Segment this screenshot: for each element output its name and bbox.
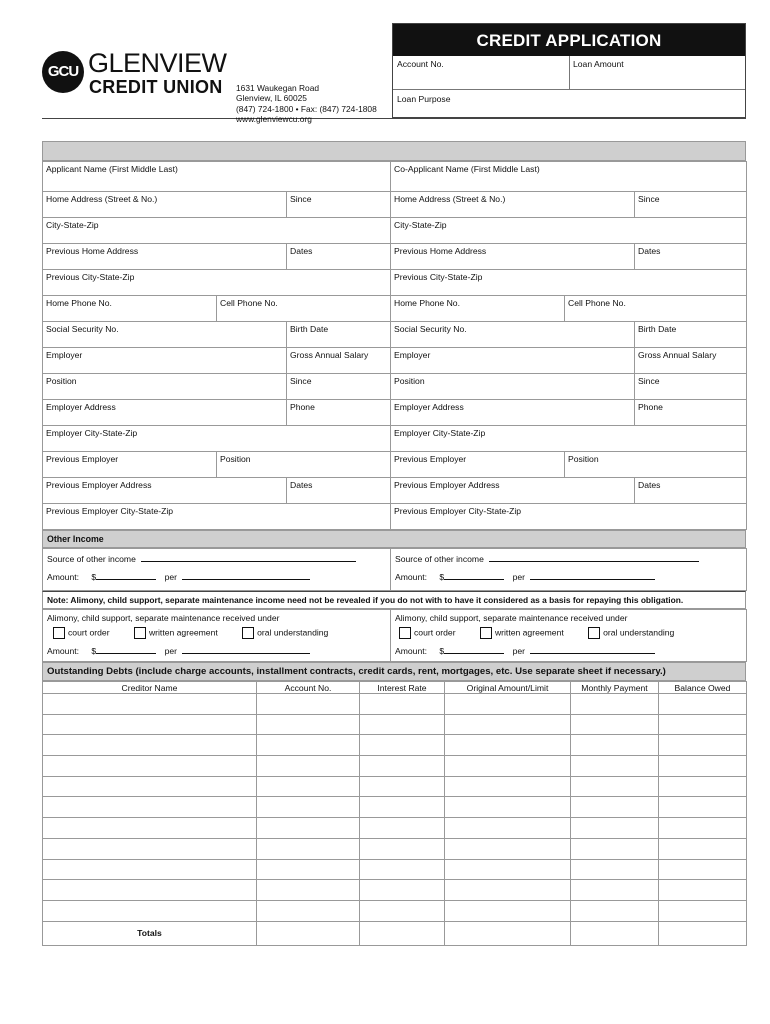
co-prev-city-state-zip-field[interactable] (391, 270, 747, 296)
debt-row (43, 880, 747, 901)
debt-cell[interactable] (43, 776, 257, 797)
debt-cell[interactable] (43, 880, 257, 901)
debt-cell[interactable] (43, 735, 257, 756)
field-label: Previous City-State-Zip (394, 272, 483, 282)
option-label: court order (414, 627, 456, 638)
position-field[interactable] (43, 374, 287, 400)
credit-union-address (236, 83, 377, 125)
dollar-sign: $ (91, 646, 97, 656)
position-since-field[interactable] (287, 374, 391, 400)
debt-row (43, 714, 747, 735)
debt-cell[interactable] (571, 756, 659, 777)
field-label: Employer City-State-Zip (394, 428, 486, 438)
totals-cell[interactable] (257, 921, 360, 945)
home-phone-field[interactable] (43, 296, 217, 322)
debt-cell[interactable] (659, 776, 747, 797)
co-prev-dates-field[interactable] (635, 478, 747, 504)
source-input-line[interactable] (489, 552, 699, 562)
field-label: Previous Employer Address (46, 480, 152, 490)
birth-date-field[interactable] (287, 322, 391, 348)
co-employer-address-field[interactable] (391, 400, 635, 426)
debt-cell[interactable] (571, 776, 659, 797)
field-label: Social Security No. (46, 324, 119, 334)
address-line: Glenview, IL 60025 (236, 93, 307, 104)
field-label: City-State-Zip (394, 220, 447, 230)
debt-cell[interactable] (43, 694, 257, 715)
co-ssn-field[interactable] (391, 322, 635, 348)
alimony-coapplicant (391, 610, 747, 662)
debt-cell[interactable] (360, 859, 445, 880)
co-cell-phone-field[interactable] (565, 296, 747, 322)
per-label: per (164, 572, 177, 582)
debt-cell[interactable] (571, 838, 659, 859)
spacer (42, 119, 746, 141)
oral-understanding-option[interactable] (242, 627, 328, 639)
court-order-option[interactable] (399, 627, 456, 639)
co-city-state-zip-field[interactable] (391, 218, 747, 244)
field-label: Home Phone No. (46, 298, 112, 308)
checkbox[interactable] (399, 627, 411, 639)
co-dates-field[interactable] (635, 244, 747, 270)
per-label: per (512, 572, 525, 582)
debt-cell[interactable] (445, 735, 571, 756)
dollar-sign: $ (91, 572, 97, 582)
field-label: Home Address (Street & No.) (46, 194, 158, 204)
other-income-applicant[interactable] (43, 549, 391, 591)
field-label: Social Security No. (394, 324, 467, 334)
debt-cell[interactable] (659, 859, 747, 880)
amount-input-line[interactable] (96, 570, 156, 580)
debt-cell[interactable] (257, 797, 360, 818)
debt-cell[interactable] (445, 797, 571, 818)
account-loan-row (393, 56, 745, 90)
prev-employer-field[interactable] (43, 452, 217, 478)
debt-cell[interactable] (659, 735, 747, 756)
field-label: Dates (290, 480, 313, 490)
option-label: oral understanding (257, 627, 329, 638)
prev-employer-address-field[interactable] (43, 478, 287, 504)
debt-cell[interactable] (445, 694, 571, 715)
co-position-field[interactable] (391, 374, 635, 400)
debt-cell[interactable] (571, 818, 659, 839)
debt-cell[interactable] (659, 900, 747, 921)
field-label: Employer (394, 350, 431, 360)
alimony-label: Alimony, child support, separate maintenance received under (395, 613, 628, 623)
checkbox[interactable] (588, 627, 600, 639)
applicant-table (42, 161, 747, 530)
amount-label: Amount: (395, 646, 428, 656)
debt-cell[interactable] (43, 714, 257, 735)
loan-purpose-field[interactable]: Loan Purpose (397, 94, 451, 104)
checkbox[interactable] (53, 627, 65, 639)
prev-home-address-field[interactable] (43, 244, 287, 270)
field-label: Position (46, 376, 77, 386)
outstanding-debts-header: Outstanding Debts (include charge accounts, installment contracts, credit cards, rent, mortgages, etc. Use separate sheet if necessary.) (42, 662, 746, 681)
debt-cell[interactable] (360, 776, 445, 797)
glenview-logo (42, 48, 387, 125)
debt-cell[interactable] (360, 714, 445, 735)
field-label: Previous Home Address (46, 246, 139, 256)
option-label: court order (68, 627, 110, 638)
application-box (392, 23, 746, 118)
amount-line (395, 570, 742, 582)
field-label: Previous Employer (394, 454, 467, 464)
debt-cell[interactable] (43, 756, 257, 777)
prev-dates-field[interactable] (287, 478, 391, 504)
source-label: Source of other income (47, 554, 136, 564)
debt-row (43, 797, 747, 818)
debt-cell[interactable] (445, 900, 571, 921)
city-state-zip-field[interactable] (43, 218, 391, 244)
debt-cell[interactable] (360, 694, 445, 715)
option-label: oral understanding (603, 627, 675, 638)
field-label: Position (220, 454, 251, 464)
debt-row (43, 818, 747, 839)
debt-cell[interactable] (571, 714, 659, 735)
co-prev-employer-address-field[interactable] (391, 478, 635, 504)
field-label: Phone (638, 402, 663, 412)
debt-cell[interactable] (360, 797, 445, 818)
field-label: Since (290, 194, 312, 204)
col-balance-owed: Balance Owed (659, 682, 747, 694)
totals-cell[interactable] (360, 921, 445, 945)
per-input-line[interactable] (530, 644, 655, 654)
debt-cell[interactable] (445, 756, 571, 777)
home-address-field[interactable] (43, 192, 287, 218)
applicant-name-field[interactable] (43, 162, 391, 192)
co-employer-city-field[interactable] (391, 426, 747, 452)
alimony-applicant (43, 610, 391, 662)
debt-cell[interactable] (43, 797, 257, 818)
written-agreement-option[interactable] (480, 627, 564, 639)
field-label: Since (290, 376, 312, 386)
debt-cell[interactable] (257, 756, 360, 777)
checkbox[interactable] (242, 627, 254, 639)
debt-cell[interactable] (445, 714, 571, 735)
field-label: Employer Address (46, 402, 116, 412)
debt-cell[interactable] (43, 900, 257, 921)
alimony-note: Note: Alimony, child support, separate maintenance income need not be revealed if you do not with to have it considered as a basis for repaying this obligation. (42, 591, 746, 609)
col-monthly-payment: Monthly Payment (571, 682, 659, 694)
co-prev-position-field[interactable] (565, 452, 747, 478)
divider (569, 56, 570, 89)
debt-row (43, 859, 747, 880)
debt-cell[interactable] (445, 859, 571, 880)
loan-purpose-row (393, 89, 745, 117)
field-label: Birth Date (290, 324, 329, 334)
col-original-amount: Original Amount/Limit (445, 682, 571, 694)
debt-cell[interactable] (659, 694, 747, 715)
field-label: Applicant Name (First Middle Last) (46, 164, 178, 174)
debt-cell[interactable] (659, 714, 747, 735)
employer-field[interactable] (43, 348, 287, 374)
since-field[interactable] (287, 192, 391, 218)
co-prev-home-address-field[interactable] (391, 244, 635, 270)
alimony-options (395, 627, 742, 639)
per-input-line[interactable] (182, 570, 310, 580)
co-gross-salary-field[interactable] (635, 348, 747, 374)
co-prev-employer-city-field[interactable] (391, 504, 747, 530)
debt-cell[interactable] (257, 735, 360, 756)
co-home-address-field[interactable] (391, 192, 635, 218)
totals-label: Totals (43, 921, 257, 945)
section-bar (42, 141, 746, 161)
field-label: Previous City-State-Zip (46, 272, 135, 282)
address-line: www.glenviewcu.org (236, 114, 312, 125)
court-order-option[interactable] (53, 627, 110, 639)
alimony-label: Alimony, child support, separate maintenance received under (47, 613, 280, 623)
debt-cell[interactable] (571, 735, 659, 756)
field-label: Phone (290, 402, 315, 412)
logo-subtitle: CREDIT UNION (89, 77, 223, 97)
amount-input-line[interactable] (444, 570, 504, 580)
debt-cell[interactable] (257, 694, 360, 715)
debt-cell[interactable] (445, 838, 571, 859)
col-creditor-name: Creditor Name (43, 682, 257, 694)
dates-field[interactable] (287, 244, 391, 270)
other-income-coapplicant[interactable] (391, 549, 747, 591)
ssn-field[interactable] (43, 322, 287, 348)
cell-phone-field[interactable] (217, 296, 391, 322)
field-label: Since (638, 194, 660, 204)
debt-cell[interactable] (571, 859, 659, 880)
debt-cell[interactable] (257, 900, 360, 921)
totals-cell[interactable] (445, 921, 571, 945)
field-label: Home Phone No. (394, 298, 460, 308)
field-label: Dates (290, 246, 313, 256)
debt-row (43, 900, 747, 921)
alimony-amount-line (47, 644, 386, 656)
debt-cell[interactable] (445, 818, 571, 839)
field-label: Cell Phone No. (568, 298, 626, 308)
field-label: Previous Employer City-State-Zip (394, 506, 522, 516)
debt-cell[interactable] (445, 776, 571, 797)
debt-cell[interactable] (360, 818, 445, 839)
debt-cell[interactable] (360, 756, 445, 777)
dollar-sign: $ (439, 572, 445, 582)
debt-row (43, 756, 747, 777)
col-interest-rate: Interest Rate (360, 682, 445, 694)
field-label: Employer City-State-Zip (46, 428, 138, 438)
field-label: Previous Home Address (394, 246, 487, 256)
per-input-line[interactable] (182, 644, 310, 654)
amount-label: Amount: (47, 572, 80, 582)
gross-salary-field[interactable] (287, 348, 391, 374)
debt-cell[interactable] (360, 880, 445, 901)
oral-understanding-option[interactable] (588, 627, 674, 639)
alimony-amount-line (395, 644, 742, 656)
field-label: Since (638, 376, 660, 386)
other-income-header: Other Income (42, 530, 746, 548)
debt-cell[interactable] (257, 776, 360, 797)
col-account-no: Account No. (257, 682, 360, 694)
logo-name: GLENVIEW (88, 48, 227, 78)
debt-cell[interactable] (43, 859, 257, 880)
debt-row (43, 735, 747, 756)
field-label: Previous Employer (46, 454, 119, 464)
address-line: (847) 724-1800 • Fax: (847) 724-1808 (236, 103, 377, 114)
co-employer-field[interactable] (391, 348, 635, 374)
debt-cell[interactable] (257, 838, 360, 859)
source-label: Source of other income (395, 554, 484, 564)
credit-application-form (42, 23, 746, 946)
debt-cell[interactable] (257, 714, 360, 735)
option-label: written agreement (148, 627, 218, 638)
outstanding-debts-table (42, 681, 747, 946)
gcu-logo-mark: GCU (42, 51, 84, 93)
debt-cell[interactable] (659, 756, 747, 777)
debt-cell[interactable] (257, 880, 360, 901)
debt-cell[interactable] (659, 818, 747, 839)
written-agreement-option[interactable] (134, 627, 218, 639)
debt-cell[interactable] (257, 818, 360, 839)
debt-cell[interactable] (659, 880, 747, 901)
field-label: Dates (638, 480, 661, 490)
debt-row (43, 776, 747, 797)
debt-rows (43, 694, 747, 922)
alimony-options (47, 627, 386, 639)
totals-cell[interactable] (659, 921, 747, 945)
co-since-field[interactable] (635, 192, 747, 218)
field-label: Previous Employer City-State-Zip (46, 506, 174, 516)
field-label: Gross Annual Salary (638, 350, 717, 360)
field-label: Dates (638, 246, 661, 256)
debt-cell[interactable] (659, 838, 747, 859)
dollar-sign: $ (439, 646, 445, 656)
debt-cell[interactable] (360, 838, 445, 859)
loan-amount-field[interactable]: Loan Amount (573, 59, 624, 69)
debt-cell[interactable] (257, 859, 360, 880)
totals-cell[interactable] (571, 921, 659, 945)
field-label: Position (568, 454, 599, 464)
field-label: Previous Employer Address (394, 480, 500, 490)
co-birth-date-field[interactable] (635, 322, 747, 348)
field-label: Birth Date (638, 324, 677, 334)
employer-address-field[interactable] (43, 400, 287, 426)
form-header (42, 23, 746, 125)
address-line: 1631 Waukegan Road (236, 83, 320, 93)
co-home-phone-field[interactable] (391, 296, 565, 322)
debt-cell[interactable] (43, 818, 257, 839)
checkbox[interactable] (480, 627, 492, 639)
employer-city-field[interactable] (43, 426, 391, 452)
debts-column-headers (43, 682, 747, 694)
co-phone-field[interactable] (635, 400, 747, 426)
field-label: Employer (46, 350, 83, 360)
coapplicant-name-field[interactable] (391, 162, 747, 192)
debt-cell[interactable] (659, 797, 747, 818)
debt-cell[interactable] (445, 880, 571, 901)
alimony-table (42, 609, 747, 662)
field-label: Co-Applicant Name (First Middle Last) (394, 164, 540, 174)
debt-cell[interactable] (571, 797, 659, 818)
form-title: CREDIT APPLICATION (393, 24, 745, 56)
field-label: Employer Address (394, 402, 464, 412)
field-label: City-State-Zip (46, 220, 99, 230)
debt-cell[interactable] (571, 880, 659, 901)
co-prev-employer-field[interactable] (391, 452, 565, 478)
amount-line (47, 570, 386, 582)
other-income-table (42, 548, 747, 591)
debt-cell[interactable] (43, 838, 257, 859)
phone-field[interactable] (287, 400, 391, 426)
amount-input-line[interactable] (444, 644, 504, 654)
option-label: written agreement (494, 627, 564, 638)
amount-label: Amount: (47, 646, 80, 656)
per-label: per (512, 646, 525, 656)
debt-cell[interactable] (360, 735, 445, 756)
debt-row (43, 694, 747, 715)
checkbox[interactable] (134, 627, 146, 639)
per-label: per (164, 646, 177, 656)
debt-cell[interactable] (571, 694, 659, 715)
prev-position-field[interactable] (217, 452, 391, 478)
field-label: Home Address (Street & No.) (394, 194, 506, 204)
debt-cell[interactable] (360, 900, 445, 921)
account-no-field[interactable]: Account No. (397, 59, 444, 69)
prev-employer-city-field[interactable] (43, 504, 391, 530)
debt-row (43, 838, 747, 859)
debt-cell[interactable] (571, 900, 659, 921)
totals-row (43, 921, 747, 945)
per-input-line[interactable] (530, 570, 655, 580)
prev-city-state-zip-field[interactable] (43, 270, 391, 296)
field-label: Gross Annual Salary (290, 350, 369, 360)
amount-input-line[interactable] (96, 644, 156, 654)
co-position-since-field[interactable] (635, 374, 747, 400)
field-label: Cell Phone No. (220, 298, 278, 308)
amount-label: Amount: (395, 572, 428, 582)
source-input-line[interactable] (141, 552, 356, 562)
source-line (47, 552, 386, 564)
source-line (395, 552, 742, 564)
field-label: Position (394, 376, 425, 386)
